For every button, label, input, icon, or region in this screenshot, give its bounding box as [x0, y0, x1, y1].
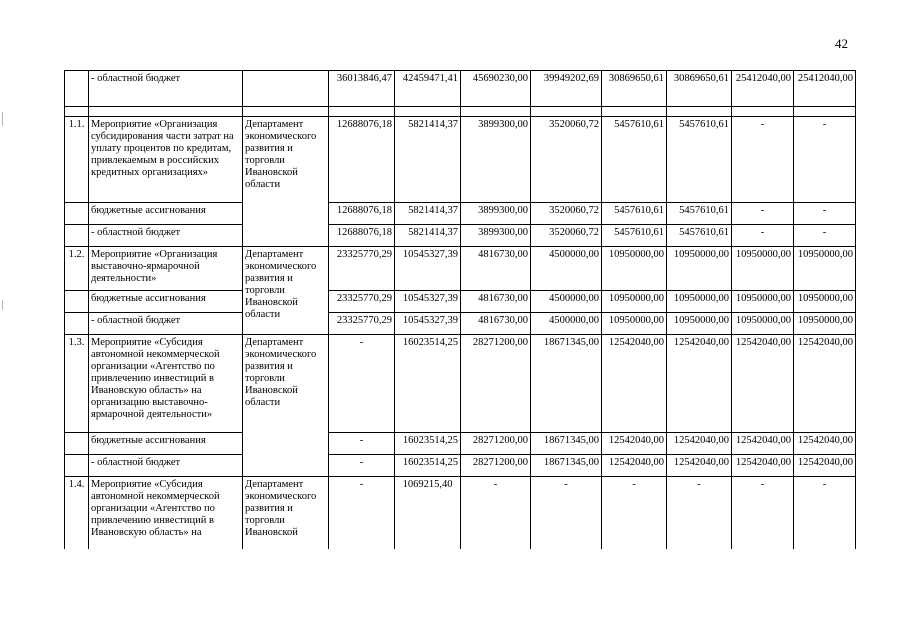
- value-cell: -: [732, 117, 794, 203]
- value-cell: 5457610,61: [667, 117, 732, 203]
- value-cell: 4500000,00: [531, 291, 602, 313]
- value-cell: -: [732, 477, 794, 549]
- value-cell: -: [794, 117, 856, 203]
- value-cell: 12688076,18: [329, 117, 395, 203]
- value-cell: 10950000,00: [794, 313, 856, 335]
- row-code: [65, 291, 89, 313]
- value-cell: 42459471,41: [395, 71, 461, 107]
- value-cell: -: [794, 225, 856, 247]
- row-dept: Департамент экономического развития и торговли Ивановской: [243, 477, 329, 549]
- value-cell: -: [329, 335, 395, 433]
- table-row: [65, 117, 856, 203]
- value-cell: 5821414,37: [395, 225, 461, 247]
- value-cell: 12688076,18: [329, 203, 395, 225]
- scan-margin-mark: [2, 300, 3, 310]
- value-cell: -: [329, 477, 395, 549]
- value-cell: 4500000,00: [531, 247, 602, 291]
- row-dept: Департамент экономического развития и торговли Ивановской области: [243, 335, 329, 477]
- value-cell: -: [461, 477, 531, 549]
- row-name: - областной бюджет: [89, 71, 243, 107]
- table-row: [65, 477, 856, 549]
- value-cell: 12542040,00: [602, 335, 667, 433]
- row-code: [65, 455, 89, 477]
- value-cell: -: [794, 203, 856, 225]
- value-cell: 4500000,00: [531, 313, 602, 335]
- table-row: [65, 225, 856, 247]
- row-name: Мероприятие «Организация выставочно-ярмарочной деятельности»: [89, 247, 243, 291]
- value-cell: 3899300,00: [461, 225, 531, 247]
- value-cell: 3520060,72: [531, 117, 602, 203]
- table-row-spacer: [65, 107, 856, 117]
- value-cell: 30869650,61: [602, 71, 667, 107]
- value-cell: 10950000,00: [732, 291, 794, 313]
- value-cell: 10950000,00: [602, 313, 667, 335]
- value-cell: 12542040,00: [667, 455, 732, 477]
- row-dept: Департамент экономического развития и торговли Ивановской области: [243, 247, 329, 335]
- value-cell: 25412040,00: [794, 71, 856, 107]
- value-cell: -: [602, 477, 667, 549]
- value-cell: 3520060,72: [531, 225, 602, 247]
- value-cell: 1069215,40: [395, 477, 461, 549]
- value-cell: 5457610,61: [602, 225, 667, 247]
- value-cell: 30869650,61: [667, 71, 732, 107]
- value-cell: 5457610,61: [602, 203, 667, 225]
- table-row: [65, 247, 856, 291]
- value-cell: 10950000,00: [732, 247, 794, 291]
- row-name: - областной бюджет: [89, 225, 243, 247]
- value-cell: 4816730,00: [461, 291, 531, 313]
- row-code: 1.1.: [65, 117, 89, 203]
- row-code: [65, 313, 89, 335]
- value-cell: 12542040,00: [794, 455, 856, 477]
- scan-margin-mark: [2, 112, 3, 126]
- row-dept: [243, 71, 329, 107]
- value-cell: 12542040,00: [732, 433, 794, 455]
- value-cell: 10950000,00: [667, 313, 732, 335]
- value-cell: 36013846,47: [329, 71, 395, 107]
- value-cell: 3899300,00: [461, 117, 531, 203]
- value-cell: 10545327,39: [395, 291, 461, 313]
- row-code: 1.2.: [65, 247, 89, 291]
- value-cell: 4816730,00: [461, 313, 531, 335]
- value-cell: 12542040,00: [794, 433, 856, 455]
- table-row: [65, 335, 856, 433]
- row-name: бюджетные ассигнования: [89, 203, 243, 225]
- page-number: 42: [835, 36, 848, 51]
- value-cell: -: [667, 477, 732, 549]
- value-cell: 10950000,00: [602, 291, 667, 313]
- value-cell: 28271200,00: [461, 433, 531, 455]
- row-name: Мероприятие «Организация субсидирования части затрат на уплату процентов по кредитам, привлекаемым в российских кредитных организациях»: [89, 117, 243, 203]
- value-cell: 3899300,00: [461, 203, 531, 225]
- value-cell: 18671345,00: [531, 433, 602, 455]
- table-row: [65, 71, 856, 107]
- value-cell: 18671345,00: [531, 335, 602, 433]
- row-name: бюджетные ассигнования: [89, 433, 243, 455]
- value-cell: -: [732, 203, 794, 225]
- value-cell: 12542040,00: [732, 335, 794, 433]
- value-cell: 12542040,00: [667, 335, 732, 433]
- value-cell: 12688076,18: [329, 225, 395, 247]
- value-cell: 28271200,00: [461, 455, 531, 477]
- row-code: [65, 203, 89, 225]
- value-cell: 10950000,00: [794, 291, 856, 313]
- value-cell: -: [794, 477, 856, 549]
- value-cell: 10950000,00: [667, 291, 732, 313]
- table-row: [65, 313, 856, 335]
- value-cell: -: [531, 477, 602, 549]
- value-cell: -: [329, 455, 395, 477]
- value-cell: 23325770,29: [329, 313, 395, 335]
- value-cell: 10950000,00: [667, 247, 732, 291]
- row-dept: Департамент экономического развития и торговли Ивановской области: [243, 117, 329, 247]
- row-code: [65, 433, 89, 455]
- table-row: [65, 433, 856, 455]
- row-code: [65, 71, 89, 107]
- value-cell: 5821414,37: [395, 203, 461, 225]
- value-cell: 4816730,00: [461, 247, 531, 291]
- budget-table: [64, 70, 856, 549]
- value-cell: 5457610,61: [667, 225, 732, 247]
- table-row: [65, 203, 856, 225]
- value-cell: 12542040,00: [602, 433, 667, 455]
- table-row: [65, 455, 856, 477]
- value-cell: 39949202,69: [531, 71, 602, 107]
- row-name: - областной бюджет: [89, 313, 243, 335]
- value-cell: 28271200,00: [461, 335, 531, 433]
- value-cell: 5457610,61: [667, 203, 732, 225]
- value-cell: 10950000,00: [602, 247, 667, 291]
- value-cell: 5457610,61: [602, 117, 667, 203]
- table-row: [65, 291, 856, 313]
- row-name: Мероприятие «Субсидия автономной некоммерческой организации «Агентство по привлечению инвестиций в Ивановскую область» на организацию выставочно-ярмарочной деятельности»: [89, 335, 243, 433]
- value-cell: 5821414,37: [395, 117, 461, 203]
- value-cell: -: [732, 225, 794, 247]
- value-cell: 16023514,25: [395, 455, 461, 477]
- value-cell: 23325770,29: [329, 247, 395, 291]
- value-cell: 12542040,00: [602, 455, 667, 477]
- value-cell: 10950000,00: [794, 247, 856, 291]
- row-name: бюджетные ассигнования: [89, 291, 243, 313]
- value-cell: 45690230,00: [461, 71, 531, 107]
- value-cell: 23325770,29: [329, 291, 395, 313]
- value-cell: 10545327,39: [395, 247, 461, 291]
- value-cell: 25412040,00: [732, 71, 794, 107]
- value-cell: 12542040,00: [667, 433, 732, 455]
- row-code: 1.3.: [65, 335, 89, 433]
- value-cell: 10545327,39: [395, 313, 461, 335]
- value-cell: 12542040,00: [794, 335, 856, 433]
- value-cell: 16023514,25: [395, 335, 461, 433]
- row-code: [65, 225, 89, 247]
- value-cell: -: [329, 433, 395, 455]
- value-cell: 12542040,00: [732, 455, 794, 477]
- row-code: 1.4.: [65, 477, 89, 549]
- row-name: Мероприятие «Субсидия автономной некоммерческой организации «Агентство по привлечению инвестиций в Ивановскую область» на: [89, 477, 243, 549]
- value-cell: 3520060,72: [531, 203, 602, 225]
- row-name: - областной бюджет: [89, 455, 243, 477]
- value-cell: 16023514,25: [395, 433, 461, 455]
- value-cell: 18671345,00: [531, 455, 602, 477]
- value-cell: 10950000,00: [732, 313, 794, 335]
